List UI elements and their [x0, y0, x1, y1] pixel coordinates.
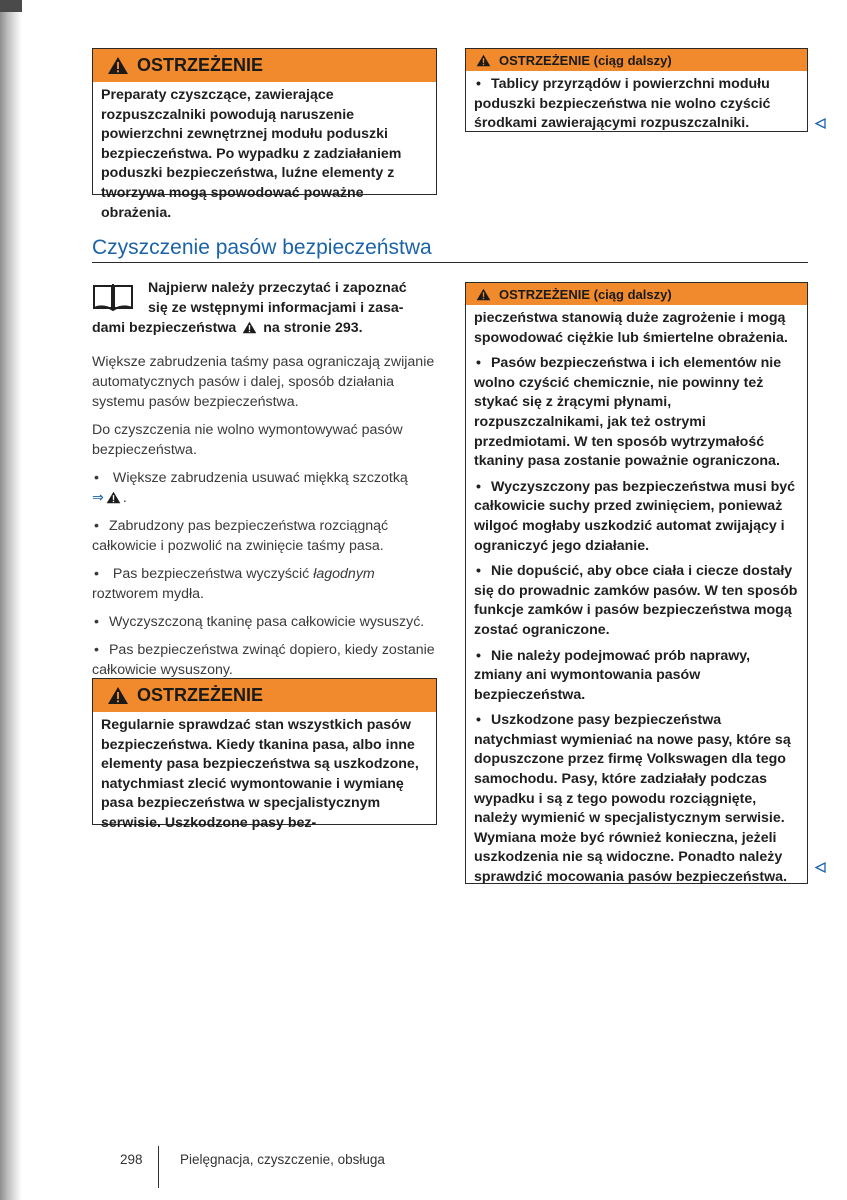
bullet-text: roztworem mydła. [92, 586, 204, 602]
warning-box-belts-continued [465, 282, 808, 884]
heading-divider [92, 262, 808, 263]
paragraph: Większe zabrudzenia taśmy pasa ograniczają zwijanie automatycznych pasów i dalej, sposób działania systemu pasów bezpieczeństwa. [92, 354, 435, 410]
warning-bullet: • Tablicy przyrządów i powierzchni modułu poduszki bezpieczeństwa nie wolno czyścić środkami zawierającymi rozpuszczalniki. [474, 75, 799, 134]
end-arrow-icon [815, 862, 826, 873]
warning-paragraph: Preparaty czyszczące, zawierające rozpuszczalniki powodują naruszenie powierzchni zewnętrznej modułu poduszki bezpieczeństwa. Po wypadku z zadziałaniem poduszki bezpieczeństwa, luźne elementy z tworzywa mogą spowodować poważne obrażenia. [101, 87, 402, 221]
warning-title: OSTRZEŻENIE [137, 685, 264, 705]
warning-text [93, 82, 436, 229]
book-icon [92, 282, 134, 312]
warning-header [93, 679, 436, 712]
warning-triangle-icon [107, 686, 129, 705]
intro-note [92, 278, 442, 338]
page-spine-shadow [0, 0, 22, 1200]
warning-bullet: • Uszkodzone pasy bezpieczeństwa natychmiast wymieniać na nowe pasy, które są dopuszczone przez firmę Volkswagen dla tego samochodu. Pasy, które zadziałały podczas wypadku i są z tego powodu rozciągnięte, należy wymienić w specjalistycznym serwisie. Wymiana może być również konieczna, jeżeli uszkodzenia nie są widoczne. Ponadto należy sprawdzić mocowania pasów bezpieczeństwa. [474, 711, 799, 887]
warning-text [466, 71, 807, 140]
warning-title: OSTRZEŻENIE [137, 55, 264, 75]
warning-text [93, 712, 436, 840]
bullet-text: Pas bezpieczeństwa wyczyścić [112, 566, 310, 582]
warning-paragraph: pieczeństwa stanowią duże zagrożenie i mogą spowodować ciężkie lub śmiertelne obrażenia. [474, 310, 788, 346]
warning-header [93, 49, 436, 82]
warning-ref-arrow[interactable]: ⇒ [92, 490, 104, 506]
bullet-item [92, 564, 437, 604]
warning-text [466, 305, 807, 894]
intro-line: się ze wstępnymi informacjami i zasa- [148, 300, 404, 316]
warning-box-belts [92, 678, 437, 831]
warning-header [466, 49, 807, 71]
warning-triangle-icon [242, 321, 257, 334]
warning-header [466, 283, 807, 305]
chapter-title: Pielęgnacja, czyszczenie, obsługa [180, 1152, 385, 1167]
warning-box-dashboard [465, 48, 808, 132]
bullet-item: • Wyczyszczoną tkaninę pasa całkowicie wysuszyć. [92, 612, 437, 632]
bullet-text: Większe zabrudzenia usuwać miękką szczotką [112, 470, 408, 486]
paragraph: Do czyszczenia nie wolno wymontowywać pasów bezpieczeństwa. [92, 422, 403, 458]
warning-title: OSTRZEŻENIE (ciąg dalszy) [499, 52, 672, 68]
section-heading: Czyszczenie pasów bezpieczeństwa [92, 236, 432, 259]
warning-box-airbag [92, 48, 437, 221]
warning-triangle-icon [476, 288, 491, 301]
warning-bullet: • Nie dopuścić, aby obce ciała i ciecze dostały się do prowadnic zamków pasów. W ten sposób funkcje zamków i pasów bezpieczeństwa mogą zostać ograniczone. [474, 562, 799, 640]
warning-bullet: • Pasów bezpieczeństwa i ich elementów nie wolno czyścić chemicznie, nie powinny też stykać się z żrącymi płynami, rozpuszczalnikami, jak też ostrymi przedmiotami. W ten sposób wytrzymałość tkaniny pasa zostanie poważnie ograniczona. [474, 354, 799, 472]
bullet-emphasis: łagodnym [313, 566, 375, 582]
warning-triangle-icon[interactable] [106, 491, 121, 504]
warning-triangle-icon [476, 54, 491, 67]
warning-title: OSTRZEŻENIE (ciąg dalszy) [499, 286, 672, 302]
page-reference-link[interactable]: na stronie 293. [263, 320, 363, 336]
intro-line: Najpierw należy przeczytać i zapoznać [148, 280, 407, 296]
section-body [92, 352, 437, 688]
bullet-item: • Większe zabrudzenia usuwać miękką szczotką ⇒ . [92, 468, 437, 508]
corner-mark [0, 0, 22, 12]
intro-line: dami bezpieczeństwa [92, 320, 237, 336]
footer-divider [158, 1146, 159, 1188]
end-arrow-icon [815, 118, 826, 129]
warning-paragraph: Regularnie sprawdzać stan wszystkich pasów bezpieczeństwa. Kiedy tkanina pasa, albo inne elementy pasa bezpieczeństwa są uszkodzone, natychmiast zlecić wymontowanie i wymianę pasa bezpieczeństwa w specjalistycznym serwisie. Uszkodzone pasy bez- [101, 717, 419, 831]
warning-bullet: • Nie należy podejmować prób naprawy, zmiany ani wymontowania pasów bezpieczeństwa. [474, 647, 799, 706]
warning-triangle-icon [107, 56, 129, 75]
page-number: 298 [120, 1152, 143, 1167]
bullet-item: • Zabrudzony pas bezpieczeństwa rozciągnąć całkowicie i pozwolić na zwinięcie taśmy pasa. [92, 516, 437, 556]
bullet-item: • Pas bezpieczeństwa zwinąć dopiero, kiedy zostanie całkowicie wysuszony. [92, 640, 437, 680]
warning-bullet: • Wyczyszczony pas bezpieczeństwa musi być całkowicie suchy przed zwinięciem, ponieważ wilgoć mogłaby uszkodzić automat zwijający i ograniczyć jego działanie. [474, 478, 799, 556]
